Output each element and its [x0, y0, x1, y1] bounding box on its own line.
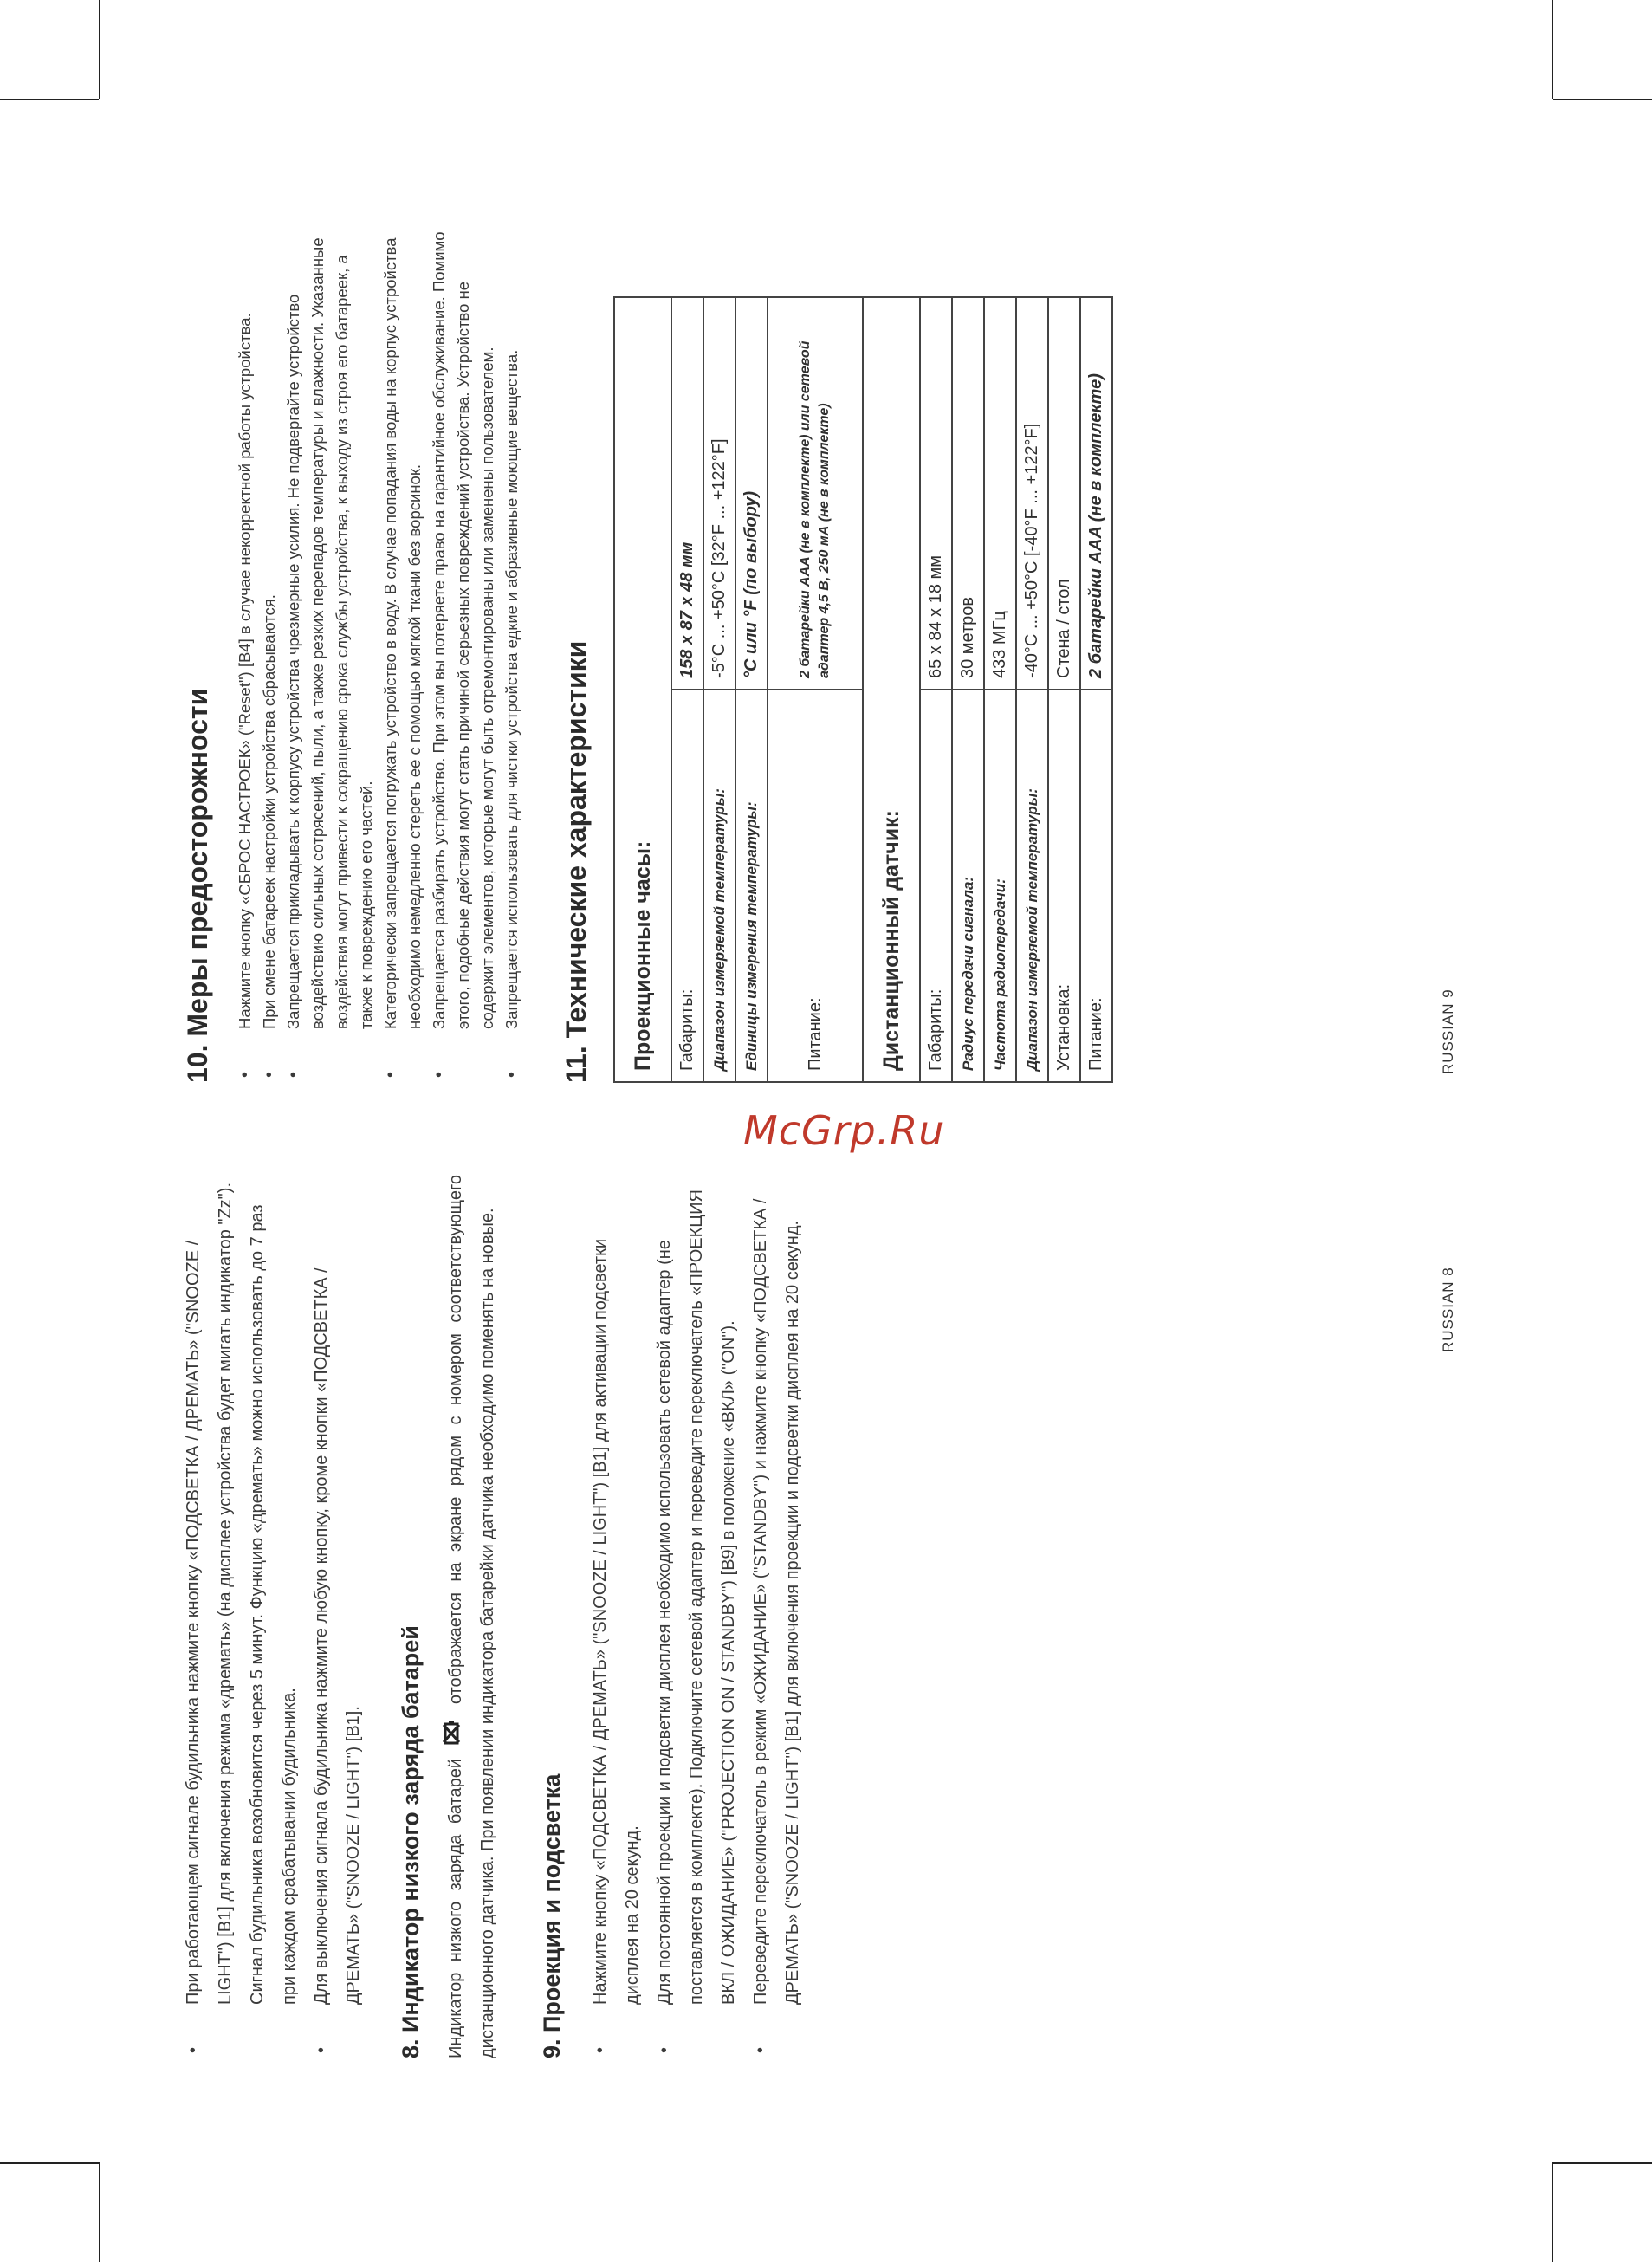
- table-row: [735, 297, 768, 1082]
- table-row: [1016, 297, 1048, 1082]
- intro-list: [178, 1175, 370, 2058]
- spec-value: 2 батарейки AAA (не в комплекте): [1080, 297, 1112, 690]
- table-row: [952, 297, 984, 1082]
- spec-label: Габариты:: [671, 690, 703, 1082]
- list-item: • При работающем сигнале будильника нажмите кнопку «ПОДСВЕТКА / ДРЕМАТЬ» ("SNOOZE / LIGHT") [B1] для включения режима «дремать» (на дисплее устройства будет мигать индикатор "Zz"). Сигнал будильника возобновится через 5 минут. Функцию «дремать» можно использовать до 7 раз при каждом срабатывании будильника.: [178, 1175, 306, 2058]
- list-item: • Нажмите кнопку «ПОДСВЕТКА / ДРЕМАТЬ» ("SNOOZE / LIGHT") [B1] для активации подсветки дисплея на 20 секунд.: [585, 1175, 649, 2058]
- spec-value: Стена / стол: [1048, 297, 1080, 690]
- table-row: [768, 297, 863, 1082]
- list-item: • Категорически запрещается погружать устройство в воду. В случае попадания воды на корпус устройства необходимо немедленно стереть ее с помощью мягкой ткани без ворсинок.: [379, 217, 427, 1083]
- section-9-list: [585, 1175, 809, 2058]
- spec-label: Установка:: [1048, 690, 1080, 1082]
- list-item: • Для постоянной проекции и подсветки дисплея необходимо использовать сетевой адаптер (не поставляется в комплекте). Подключите сетевой адаптер и переведите переключатель «ПРОЕКЦИЯ ВКЛ / ОЖИДАНИЕ» ("PROJECTION ON / STANDBY") [B9] в положение «ВКЛ» ("ON").: [649, 1175, 745, 2058]
- list-item: • Запрещается разбирать устройство. При этом вы потеряете право на гарантийное обслуживание. Помимо этого, подобные действия могут стать причиной серьезных повреждений устройства. Устройство не содержит элементов, которые могут быть отремонтированы или заменены пользователем.: [427, 217, 500, 1083]
- section-8-text-start: Индикатор низкого заряда батарей: [446, 1759, 465, 2058]
- list-item: • Запрещается прикладывать к корпусу устройства чрезмерные усилия. Не подвергайте устройство воздействию сильных сотрясений, пыли, а также резких перепадов температуры и влажности. Указанные воздействия могут привести к сокращению срока службы устройства, к выходу из строя его батареек, а также к повреждению его частей.: [282, 217, 379, 1083]
- page-footer: RUSSIAN 8: [1440, 1267, 1456, 1352]
- list-item: • Для выключения сигнала будильника нажмите любую кнопку, кроме кнопки «ПОДСВЕТКА / ДРЕМАТЬ» ("SNOOZE / LIGHT") [B1].: [306, 1175, 370, 2058]
- spec-label: Питание:: [768, 690, 863, 1082]
- clock-header: Проекционные часы:: [614, 297, 671, 1082]
- spec-label: Диапазон измеряемой температуры:: [1016, 690, 1048, 1082]
- table-row: [671, 297, 703, 1082]
- section-8-text-end: отображается на экране рядом с номером соответствующего дистанционного датчика. При появлении индикатора батарейки датчика необходимо поменять на новые.: [446, 1174, 498, 2058]
- sensor-header: Дистанционный датчик:: [863, 297, 920, 1082]
- spec-label: Габариты:: [920, 690, 952, 1082]
- list-item: • При смене батареек настройки устройства сбрасываются.: [257, 217, 282, 1083]
- table-row: [703, 297, 735, 1082]
- spec-label: Частота радиопередачи:: [984, 690, 1016, 1082]
- watermark: McGrp.Ru: [743, 1107, 945, 1154]
- spec-label: Питание:: [1080, 690, 1112, 1082]
- section-8-text: [440, 1175, 504, 2058]
- section-8-title: 8. Индикатор низкого заряда батарей: [398, 1625, 424, 2058]
- table-row: [920, 297, 952, 1082]
- list-item: • Нажмите кнопку «СБРОС НАСТРОЕК» ("Reset") [B4] в случае некорректной работы устройства.: [233, 217, 257, 1083]
- section-9-title: 9. Проекция и подсветка: [539, 1773, 566, 2058]
- table-row: [1080, 297, 1112, 1082]
- section-11-title: 11. Технические характеристики: [560, 640, 592, 1083]
- battery-low-icon: [440, 1719, 472, 1745]
- spec-value: 433 МГц: [984, 297, 1016, 690]
- list-item: • Запрещается использовать для чистки устройства едкие и абразивные моющие вещества.: [500, 217, 524, 1083]
- spec-value: 65 x 84 x 18 мм: [920, 297, 952, 690]
- spec-value: °C или °F (по выбору): [735, 297, 768, 690]
- precautions-list: [233, 217, 524, 1083]
- spec-label: Единицы измерения температуры:: [735, 690, 768, 1082]
- specs-table: [613, 296, 1113, 1083]
- spec-value: -40°C ... +50°C [-40°F ... +122°F]: [1016, 297, 1048, 690]
- page-footer: RUSSIAN 9: [1440, 988, 1456, 1074]
- section-10-title: 10. Меры предосторожности: [182, 688, 213, 1083]
- spec-label: Радиус передачи сигнала:: [952, 690, 984, 1082]
- spec-value: -5°C ... +50°C [32°F ... +122°F]: [703, 297, 735, 690]
- table-row: [1048, 297, 1080, 1082]
- spec-value: 30 метров: [952, 297, 984, 690]
- spec-value: 2 батарейки AAA (не в комплекте) или сетевой адаптер 4,5 В, 250 мА (не в комплекте): [768, 297, 863, 690]
- table-row: [984, 297, 1016, 1082]
- page-8: [0, 1131, 1652, 2262]
- list-item: • Переведите переключатель в режим «ОЖИДАНИЕ» ("STANDBY") и нажмите кнопку «ПОДСВЕТКА / ДРЕМАТЬ» ("SNOOZE / LIGHT") [B1] для включения проекции и подсветки дисплея на 20 секунд.: [745, 1175, 809, 2058]
- spec-label: Диапазон измеряемой температуры:: [703, 690, 735, 1082]
- spec-value: 158 x 87 x 48 мм: [671, 297, 703, 690]
